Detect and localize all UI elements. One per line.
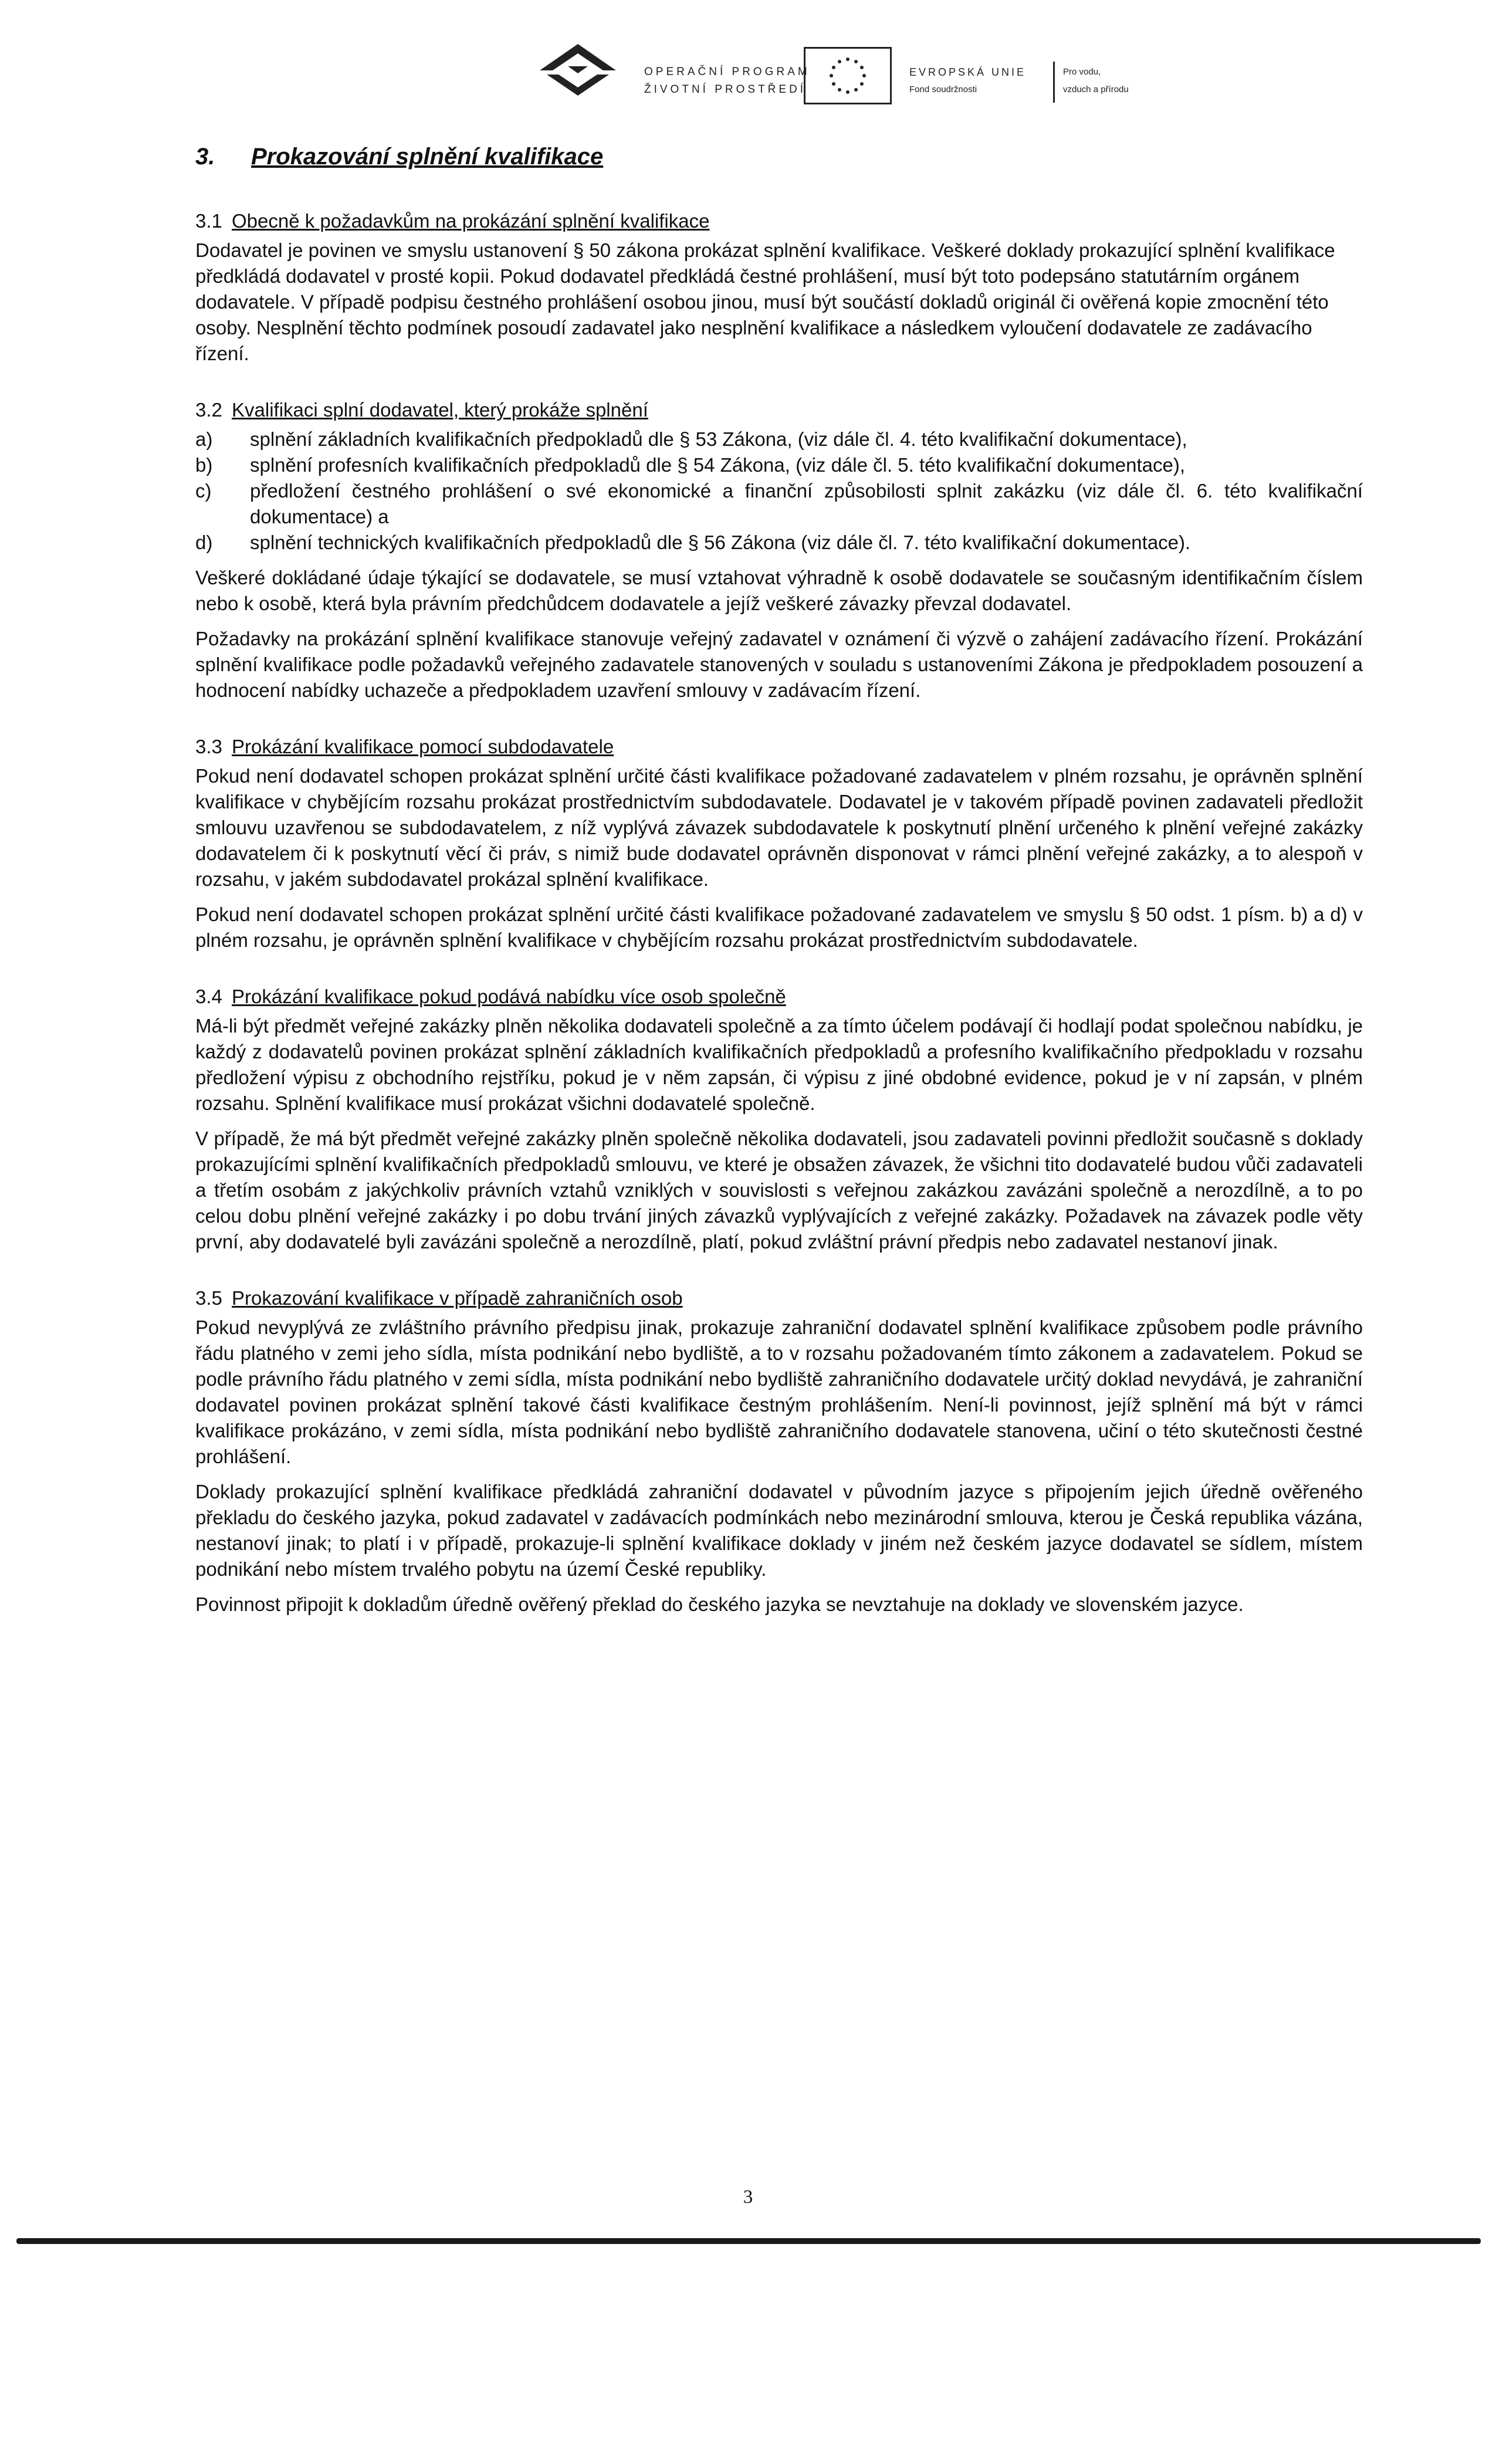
list-marker: d) [195,532,213,553]
section-heading [195,984,1363,1010]
paragraph: Požadavky na prokázání splnění kvalifikace stanovuje veřejný zadavatel v oznámení či výzvě o zahájení zadávacího řízení. Prokázání splnění kvalifikace podle požadavků veřejného zadavatele stanovených v souladu s ustanoveními Zákona je předpokladem posouzení a hodnocení nabídky uchazeče a předpokladem uzavření smlouvy v zadávacím řízení. [195,628,1363,701]
eu-flag-icon [804,47,892,104]
section-heading [195,397,1363,423]
eu-line2: Fond soudržnosti [909,84,977,94]
section-3-2 [195,397,1363,703]
programme-line1: OPERAČNÍ PROGRAM [644,66,810,78]
page-header [534,29,1191,106]
paragraph: Pokud nevyplývá ze zvláštního právního předpisu jinak, prokazuje zahraniční dodavatel splnění kvalifikace způsobem podle právního řádu platného v zemi jeho sídla, místa podnikání nebo bydliště, a to v rozsahu požadovaném tímto zákonem a zadavatelem. Pokud se podle právního řádu platného v zemi sídla, místa podnikání nebo bydliště zahraničního dodavatele určitý doklad nevydává, je zahraniční dodavatel povinen prokázat splnění takové části kvalifikace čestným prohlášením. Není-li povinnost, jejíž splnění má být v rámci kvalifikace prokázáno, v zemi sídla, místa podnikání nebo bydliště zahraničního dodavatele stanovena, učiní o této skutečnosti čestné prohlášení. [195,1316,1363,1467]
section-3-4 [195,984,1363,1255]
section-number: 3.2 [195,399,222,421]
section-title: Prokázání kvalifikace pomocí subdodavatele [232,736,614,757]
qualification-list [195,427,1363,556]
list-item-text: splnění základních kvalifikačních předpokladů dle § 53 Zákona, (viz dále čl. 4. této kvalifikační dokumentace), [250,428,1187,450]
paragraph: Povinnost připojit k dokladům úředně ověřený překlad do českého jazyka se nevztahuje na doklady ve slovenském jazyce. [195,1593,1244,1615]
list-item [195,452,1363,478]
list-item [195,427,1363,452]
section-number: 3.5 [195,1287,222,1309]
paragraph: Veškeré dokládané údaje týkající se dodavatele, se musí vztahovat výhradně k osobě dodavatele se současným identifikačním číslem nebo k osobě, která byla právním předchůdcem dodavatele a jejíž veškeré závazky převzal dodavatel. [195,567,1363,614]
paragraph: Doklady prokazující splnění kvalifikace předkládá zahraniční dodavatel v původním jazyce s připojením jejich úředně ověřeného překladu do českého jazyka, pokud zadavatel v zadávacích podmínkách nebo mezinárodní smlouva, kterou je Česká republika vázána, nestanoví jinak; to platí i v případě, prokazuje-li splnění kvalifikace doklady v jiném než českém jazyce dodavatel se sídlem, místem podnikání nebo místem trvalého pobytu na území České republiky. [195,1481,1363,1580]
paragraph: V případě, že má být předmět veřejné zakázky plněn společně několika dodavateli, jsou zadavateli povinni předložit současně s doklady prokazujícími splnění kvalifikačních předpokladů smlouvu, ve které je obsažen závazek, že všichni tito dodavatelé budou vůči zadavateli a třetím osobám z jakýchkoliv právních vztahů vzniklých v souvislosti s veřejnou zakázkou zavázáni společně a nerozdílně, a to po celou dobu plnění veřejné zakázky i po dobu trvání jiných závazků vyplývajících z veřejné zakázky. Požadavek na závazek podle věty první, aby dodavatelé byli zavázáni společně a nerozdílně, platí, pokud zvláštní právní předpis nebo zadavatel nestanoví jinak. [195,1128,1363,1253]
op-zp-logo-icon [534,38,622,103]
section-number: 3.1 [195,210,222,232]
list-item-text: splnění profesních kvalifikačních předpokladů dle § 54 Zákona, (viz dále čl. 5. této kvalifikační dokumentace), [250,454,1186,476]
list-item [195,478,1363,530]
section-title: Prokazování kvalifikace v případě zahraničních osob [232,1287,683,1309]
header-divider [1053,62,1055,103]
section-3-3 [195,734,1363,953]
section-title: Obecně k požadavkům na prokázání splnění kvalifikace [232,210,710,232]
paragraph: Dodavatel je povinen ve smyslu ustanovení § 50 zákona prokázat splnění kvalifikace. Veškeré doklady prokazující splnění kvalifikace předkládá dodavatel v prosté kopii. Pokud dodavatel předkládá čestné prohlášení, musí být toto podepsáno statutárním orgánem dodavatele. V případě podpisu čestného prohlášení osobou jinou, musí být součástí dokladů originál či ověřená kopie zmocnění této osoby. Nesplnění těchto podmínek posoudí zadavatel jako nesplnění kvalifikace a následkem vyloučení dodavatele ze zadávacího řízení. [195,239,1335,364]
paragraph: Pokud není dodavatel schopen prokázat splnění určité části kvalifikace požadované zadavatelem ve smyslu § 50 odst. 1 písm. b) a d) v plném rozsahu, je oprávněn splnění kvalifikace v chybějícím rozsahu prokázat prostřednictvím subdodavatele. [195,903,1363,951]
section-number: 3.4 [195,986,222,1007]
section-title: Prokázání kvalifikace pokud podává nabídku více osob společně [232,986,786,1007]
list-item-text: předložení čestného prohlášení o své ekonomické a finanční způsobilosti splnit zakázku (viz dále čl. 6. této kvalifikační dokumentace) a [250,480,1363,527]
list-marker: b) [195,454,213,476]
chapter-number: 3. [195,144,215,170]
page-number: 3 [743,2187,753,2208]
eu-label [909,63,1026,99]
section-3-1 [195,208,1363,367]
paragraph: Pokud není dodavatel schopen prokázat splnění určité části kvalifikace požadované zadavatelem v plném rozsahu, je oprávněn splnění kvalifikace v chybějícím rozsahu prokázat prostřednictvím subdodavatele. Dodavatel je v takovém případě povinen zadavateli předložit smlouvu uzavřenou se subdodavatelem, z níž vyplývá závazek subdodavatele k poskytnutí plnění určeného k plnění veřejné zakázky dodavatelem či k poskytnutí věcí či práv, s nimiž bude dodavatel oprávněn disponovat v rámci plnění veřejné zakázky, a to alespoň v rozsahu, v jakém subdodavatel prokázal splnění kvalifikace. [195,765,1363,890]
paragraph: Má-li být předmět veřejné zakázky plněn několika dodavateli společně a za tímto účelem podávají či hodlají podat společnou nabídku, je každý z dodavatelů povinen prokázat splnění základních kvalifikačních předpokladů a profesního kvalifikačního předpokladu v rozsahu předložení výpisu z obchodního rejstříku, pokud je v něm zapsán, či výpisu z jiné obdobné evidence, pokud je v ní zapsán, v plném rozsahu. Splnění kvalifikace musí prokázat všichni dodavatelé společně. [195,1015,1363,1114]
eu-line1: EVROPSKÁ UNIE [909,66,1027,78]
section-title: Kvalifikaci splní dodavatel, který prokáže splnění [232,399,648,421]
section-number: 3.3 [195,736,222,757]
motto-line1: Pro vodu, [1063,67,1101,77]
programme-name [644,63,810,99]
motto [1063,63,1129,99]
list-item-text: splnění technických kvalifikačních předpokladů dle § 56 Zákona (viz dále čl. 7. této kvalifikační dokumentace). [250,532,1191,553]
section-heading [195,1285,1363,1311]
chapter-title: Prokazování splnění kvalifikace [251,144,604,170]
list-item [195,530,1363,556]
section-3-5 [195,1285,1363,1617]
chapter-heading [195,143,1363,171]
section-heading [195,734,1363,760]
footer-rule [16,2238,1481,2244]
motto-line2: vzduch a přírodu [1063,84,1129,94]
list-marker: c) [195,480,212,502]
section-heading [195,208,1363,234]
list-marker: a) [195,428,213,450]
programme-line2: ŽIVOTNÍ PROSTŘEDÍ [644,83,807,96]
document-body [195,143,1363,1648]
